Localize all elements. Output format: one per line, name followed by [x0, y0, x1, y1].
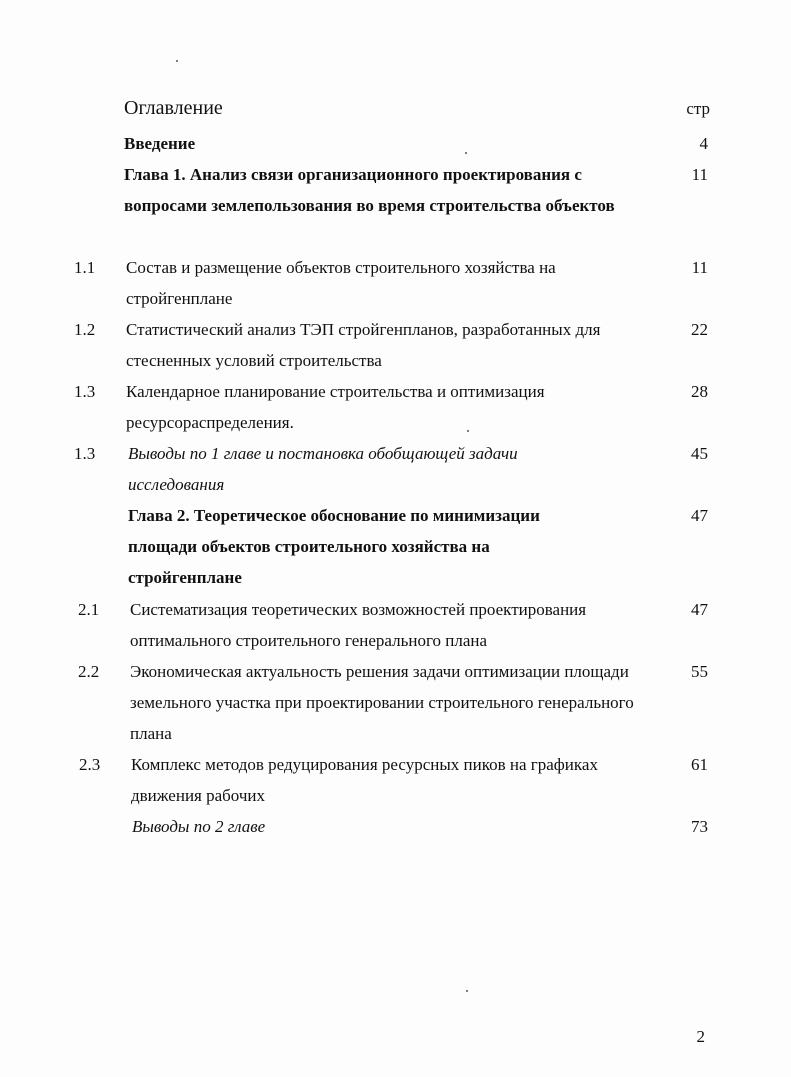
toc-entry-number: 1.1 [74, 258, 96, 277]
toc-entry-number: 2.1 [78, 600, 100, 619]
toc-entry-page: 11 [691, 258, 708, 277]
scan-speck [176, 60, 178, 62]
toc-entry-number: 1.3 [74, 382, 96, 401]
toc-entry-title: Календарное планирование строительства и оптимизация ресурсораспределения. [126, 382, 545, 432]
toc-title: Оглавление [124, 97, 223, 119]
toc-entry-page: 47 [691, 506, 708, 525]
toc-entry-number: 1.2 [74, 320, 96, 339]
toc-entry-title: Экономическая актуальность решения задачи оптимизации площади земельного участка при проектировании строительного генерального плана [130, 662, 634, 743]
toc-entry-title: Выводы по 1 главе и постановка обобщающей задачи исследования [128, 444, 518, 494]
scan-speck [466, 990, 468, 992]
toc-entry-number: 1.3 [74, 444, 96, 463]
toc-entry-title: Статистический анализ ТЭП стройгенпланов, разработанных для стесненных условий строительства [126, 320, 601, 370]
toc-entry-title: Глава 1. Анализ связи организационного проектирования с вопросами землепользования во время строительства объектов [124, 165, 615, 215]
toc-entry-title: Систематизация теоретических возможностей проектирования оптимального строительного генерального плана [130, 600, 587, 650]
toc-entry-title: Введение [124, 134, 196, 153]
toc-entry-number: 2.3 [79, 755, 101, 774]
toc-entry-title: Состав и размещение объектов строительного хозяйства на стройгенплане [126, 258, 556, 308]
toc-entry-page: 11 [691, 165, 708, 184]
toc-entry-page: 4 [699, 134, 708, 153]
toc-entry-page: 22 [691, 320, 708, 339]
toc-entry-page: 45 [691, 444, 708, 463]
toc-entry-page: 28 [691, 382, 708, 401]
toc-entry-title: Выводы по 2 главе [132, 817, 266, 836]
toc-entry-number: 2.2 [78, 662, 100, 681]
toc-page-column-header: стр [686, 99, 710, 118]
page-number: 2 [696, 1027, 705, 1046]
toc-entry-page: 47 [691, 600, 708, 619]
toc-entry-title: Глава 2. Теоретическое обоснование по минимизации площади объектов строительного хозяйства на стройгенплане [128, 506, 540, 587]
toc-entry-page: 55 [691, 662, 708, 681]
toc-entry-page: 61 [691, 755, 708, 774]
toc-entry-page: 73 [691, 817, 708, 836]
toc-entry-title: Комплекс методов редуцирования ресурсных пиков на графиках движения рабочих [131, 755, 598, 805]
